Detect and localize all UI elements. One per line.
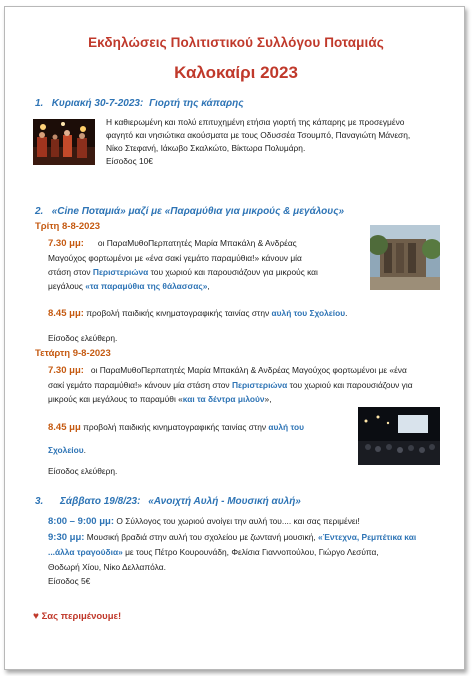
event-description: .: [345, 308, 348, 318]
day-1-date: Τρίτη 8-8-2023: [35, 221, 101, 232]
event-time: 8.45 μμ: [48, 422, 81, 433]
section-number: 1.: [35, 98, 44, 109]
venue-highlight: αυλή του: [268, 422, 304, 432]
event-description: Νίκο Στεφανή, Ιάκωβο Σκαλκώτο, Βίκτωρα Πολυμάρη.: [106, 143, 306, 153]
event-description: μικρούς και μεγάλους το παραμύθι «: [48, 394, 183, 404]
event-description: Ο Σύλλογος του χωριού ανοίγει την αυλή του.... και σας περιμένει!: [116, 516, 360, 526]
event-description: του χωριού και παρουσιάζουν για μικρούς και: [150, 267, 318, 277]
event-description: Μαγούχος φορτωμένοι με «ένα σακί γεμάτο παραμύθια!» κάνουν μία: [48, 253, 302, 263]
event-description: Μουσική βραδιά στην αυλή του σχολείου με ζωντανή μουσική,: [86, 531, 316, 542]
day-2-screening-cont: [48, 443, 86, 457]
music-genre-highlight: ...άλλα τραγούδια»: [48, 547, 123, 557]
event-description: .: [83, 445, 86, 455]
event-description: ,: [207, 281, 210, 291]
venue-highlight: αυλή του Σχολείου: [271, 308, 346, 318]
event-time: 9:30 μμ:: [48, 531, 85, 543]
event-time: 8:00 – 9:00 μμ:: [48, 516, 115, 527]
event-description: οι ΠαραΜυθοΠερπατητές Μαρία Μπακάλη & Ανδρέας: [97, 238, 297, 248]
venue-highlight: Περιστεριώνα: [231, 380, 288, 390]
caper-festival-photo: [33, 119, 95, 165]
section-3-body: [48, 514, 443, 589]
event-description: φαγητό και νησιώτικα ακούσματα με τους Οδυσσέα Τσουμπό, Παναγιώτη Μάνεση,: [106, 130, 411, 140]
entry-fee: Είσοδος 5€: [48, 576, 91, 586]
music-genre-highlight: «Έντεχνα, Ρεμπέτικα και: [318, 531, 417, 542]
day-2-date: Τετάρτη 9-8-2023: [35, 348, 111, 359]
entry-fee: Είσοδος ελεύθερη.: [48, 466, 118, 476]
event-description: προβολή παιδικής κινηματογραφικής ταινίας στην: [83, 422, 267, 432]
closing-text: Σας περιμένουμε!: [41, 611, 122, 622]
event-description: Θοδωρή Χίου, Νίκο Δελλαπόλα.: [48, 561, 166, 572]
event-description: προβολή παιδικής κινηματογραφικής ταινίας στην: [86, 308, 270, 318]
event-time: 8.45 μμ:: [48, 308, 84, 319]
event-date: Σάββατο 19/8/23:: [60, 496, 141, 507]
event-time: 7.30 μμ:: [48, 365, 84, 376]
story-title-highlight: και τα δέντρα μιλούν: [182, 394, 265, 404]
village-yard-photo: [370, 225, 440, 290]
section-2-heading: [35, 206, 344, 217]
document-title: Εκδηλώσεις Πολιτιστικού Συλλόγου Ποταμιάς: [88, 35, 384, 50]
event-title: «Cine Ποταμιά» μαζί με «Παραμύθια για μικρούς & μεγάλους»: [51, 206, 345, 217]
entry-fee: Είσοδος 10€: [106, 156, 153, 166]
venue-highlight: Περιστεριώνα: [92, 267, 149, 277]
section-number: 3.: [35, 496, 44, 507]
venue-highlight: Σχολείου: [48, 445, 84, 455]
event-description: του χωριού και παρουσιάζουν για: [289, 380, 413, 390]
event-description: οι ΠαραΜυθοΠερπατητές Μαρία Μπακάλη & Ανδρέας Μαγούχος φορτωμένοι με «ένα: [90, 365, 407, 375]
heart-icon: ♥: [33, 611, 39, 622]
event-description: Η καθιερωμένη και πολύ επιτυχημένη ετήσια γιορτή της κάπαρης με προσεγμένο: [106, 117, 405, 127]
outdoor-cinema-photo: [358, 407, 440, 465]
event-description: με τους Πέτρο Κουρουνάδη, Φελίσια Γιαννοπούλου, Γιώργο Λεσύπα,: [125, 547, 379, 557]
event-description: στάση στον: [48, 267, 91, 277]
section-3-heading: [35, 496, 301, 507]
event-description: »,: [264, 394, 272, 404]
section-number: 2.: [35, 206, 44, 217]
event-description: μεγάλους: [48, 281, 83, 291]
day-2-body: [48, 363, 440, 406]
event-date: Κυριακή 30-7-2023:: [51, 98, 144, 109]
section-1-heading: [35, 98, 244, 109]
closing-message: [33, 611, 121, 622]
event-title: Γιορτή της κάπαρης: [149, 98, 244, 109]
event-time: 7.30 μμ:: [48, 238, 84, 249]
story-title-highlight: «τα παραμύθια της θάλασσας»: [85, 281, 208, 291]
day-1-screening: [48, 306, 438, 321]
section-1-body: [106, 116, 436, 168]
day-2-screening: [48, 420, 348, 435]
document-subtitle: Καλοκαίρι 2023: [174, 63, 298, 82]
day-1-body: [48, 236, 356, 293]
entry-fee: Είσοδος ελεύθερη.: [48, 333, 118, 343]
event-description: σακί γεμάτο παραμύθια!» κάνουν μία στάση στον: [48, 380, 230, 390]
event-title: «Ανοιχτή Αυλή - Μουσική αυλή»: [148, 496, 301, 507]
